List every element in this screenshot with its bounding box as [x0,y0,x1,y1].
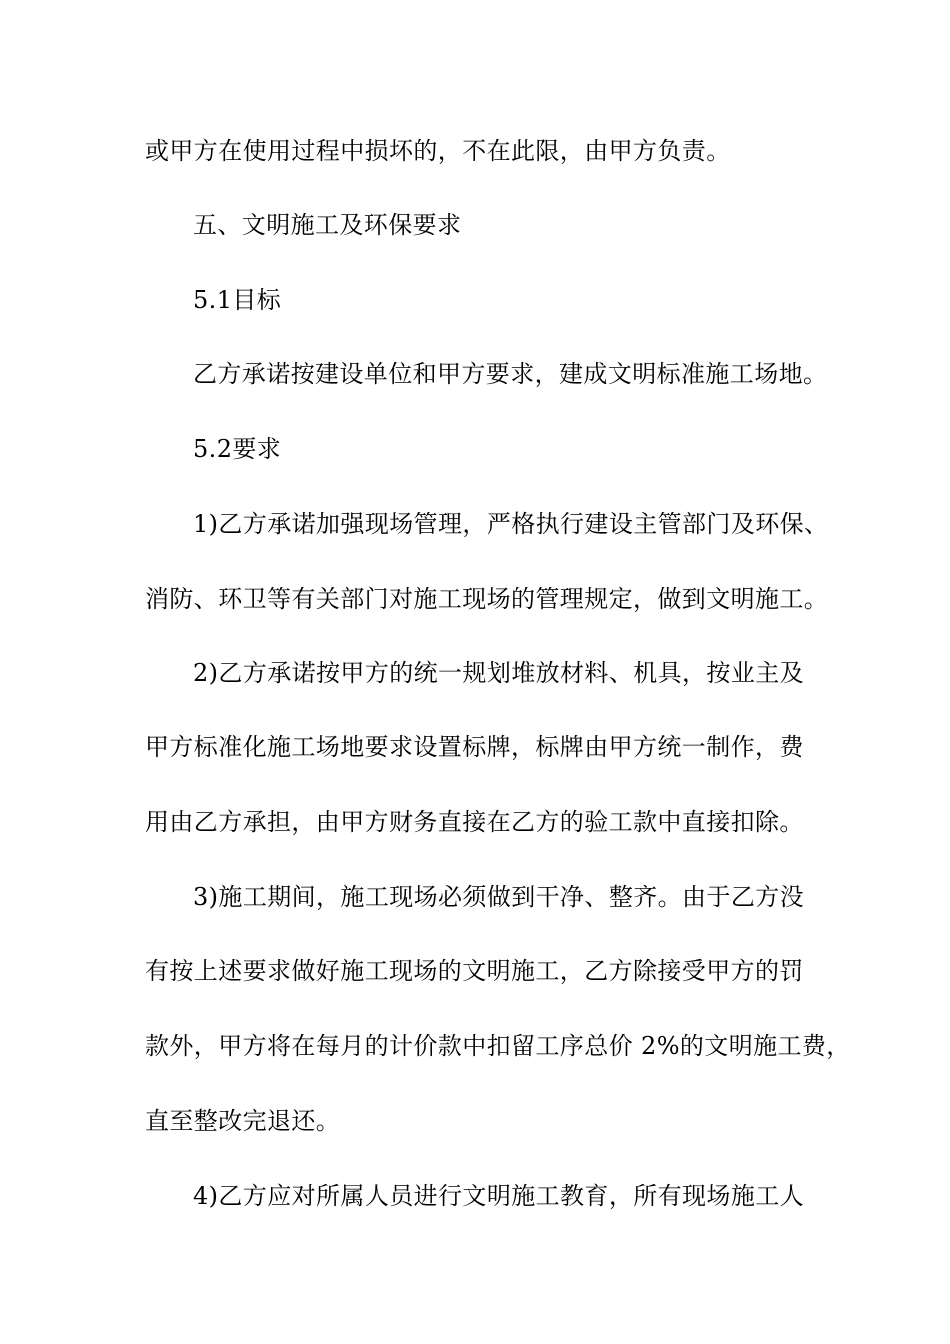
section-heading: 五、文明施工及环保要求 [193,211,462,239]
paragraph-line: 1)乙方承诺加强现场管理，严格执行建设主管部门及环保、 [193,510,829,538]
paragraph-line: 直至整改完退还。 [145,1107,341,1135]
paragraph-line: 2)乙方承诺按甲方的统一规划堆放材料、机具，按业主及 [193,659,805,687]
paragraph-line: 甲方标准化施工场地要求设置标牌，标牌由甲方统一制作，费 [145,733,804,761]
paragraph-line: 用由乙方承担，由甲方财务直接在乙方的验工款中直接扣除。 [145,808,804,836]
paragraph-line: 消防、环卫等有关部门对施工现场的管理规定，做到文明施工。 [145,585,829,613]
paragraph-line: 或甲方在使用过程中损坏的，不在此限，由甲方负责。 [145,137,731,165]
paragraph-line: 乙方承诺按建设单位和甲方要求，建成文明标准施工场地。 [193,360,828,388]
paragraph-line: 有按上述要求做好施工现场的文明施工，乙方除接受甲方的罚 [145,957,804,985]
subsection-heading: 5.2要求 [193,435,282,463]
paragraph-line: 3)施工期间，施工现场必须做到干净、整齐。由于乙方没 [193,883,805,911]
paragraph-line: 款外，甲方将在每月的计价款中扣留工序总价 2%的文明施工费， [145,1032,851,1060]
subsection-heading: 5.1目标 [193,286,282,314]
paragraph-line: 4)乙方应对所属人员进行文明施工教育，所有现场施工人 [193,1182,805,1210]
